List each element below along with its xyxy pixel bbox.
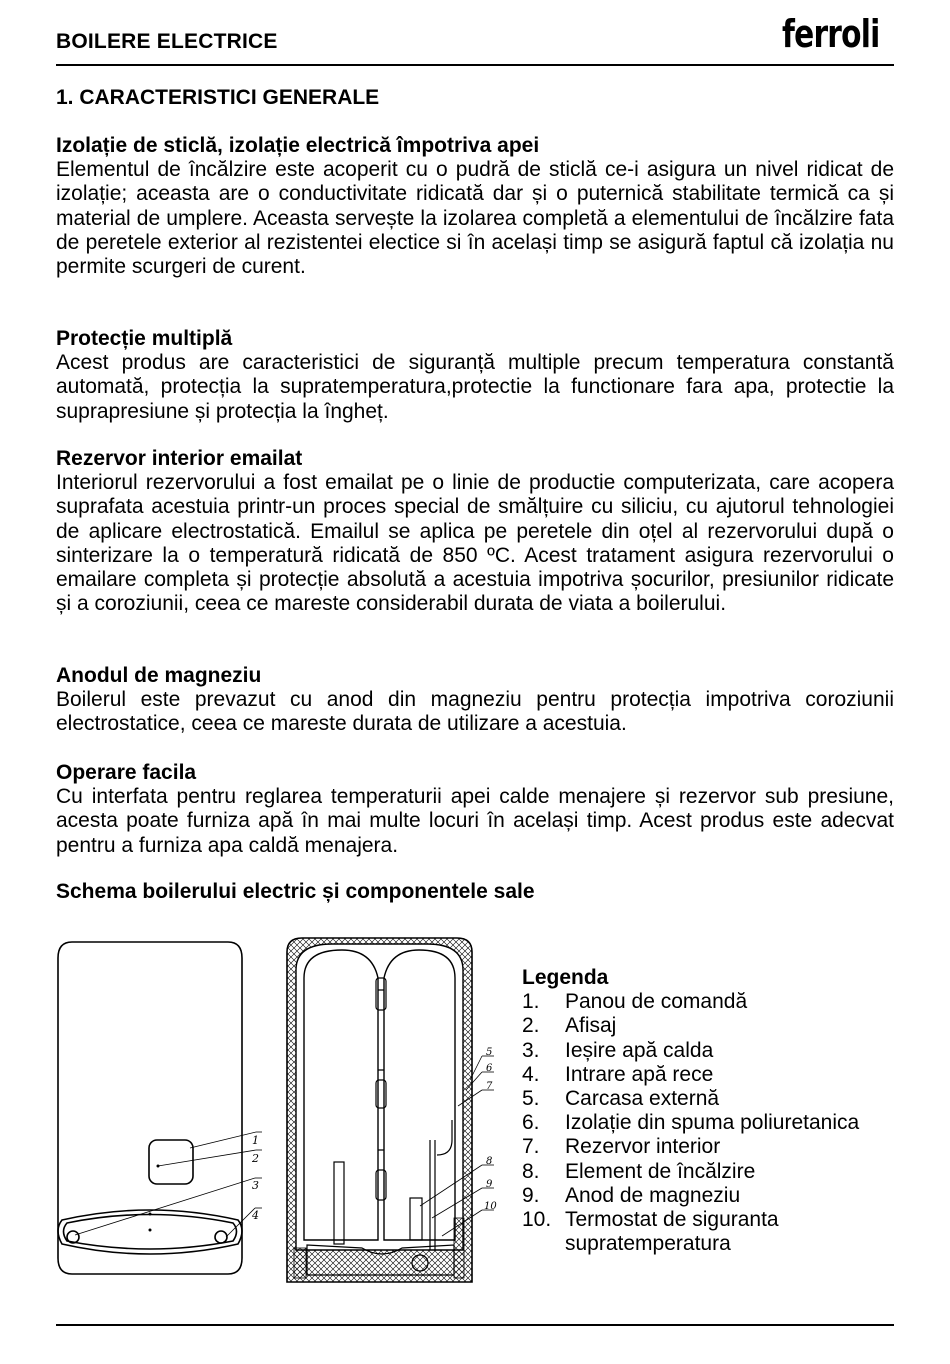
legend-label: Rezervor interior	[565, 1135, 721, 1159]
block-text: Acest produs are caracteristici de siguranță multiple precum temperatura constantă automată, protecția la supratemperatura,protectie la functionare fara apa, protectie la suprapresiune și protecția la îngheț.	[56, 351, 894, 423]
legend-label: Ieșire apă calda	[565, 1038, 714, 1062]
legend-number: 1.	[522, 990, 540, 1014]
block-text: Interiorul rezervorului a fost emailat pe o linie de productie computerizata, care acopera suprafata acestuia printr-un proces special de smălțuire cu siliciu, cu ajutorul tehnologiei de aplicare electrostatică. Emailul se aplica pe peretele din oțel al rezervorului după o sinterizare la o temperatură ridicată de 850 ºC. Acest tratament asigura rezervorului o emailare completa și protecție absolută a acestuia impotriva șocurilor, presiunilor ridicate și a coroziunii, ceea ce mareste considerabil durata de viata a boilerului.	[56, 471, 894, 616]
header-divider	[56, 64, 894, 66]
legend	[522, 966, 950, 1256]
legend-item	[522, 1039, 950, 1063]
boiler-front-view	[50, 930, 275, 1285]
legend-label: Izolație din spuma poliuretanica	[565, 1111, 860, 1135]
block-text: Cu interfata pentru reglarea temperaturii apei calde menajere și rezervor sub presiune, acesta poate furniza apă în mai multe locuri în același timp. Acest produs este adecvat pentru a furniza apa caldă menajera.	[56, 785, 894, 857]
legend-item	[522, 1208, 950, 1256]
legend-number: 7.	[522, 1135, 540, 1159]
section-title: 1. CARACTERISTICI GENERALE	[56, 86, 380, 109]
block-easy-operation	[56, 761, 894, 858]
legend-label: Afisaj	[565, 1014, 617, 1038]
legend-number: 10.	[522, 1208, 552, 1232]
cold-water-inlet	[215, 1231, 227, 1243]
boiler-section-view	[282, 930, 502, 1295]
block-heading: Rezervor interior emailat	[56, 447, 303, 470]
tank-right	[384, 950, 455, 1240]
diagram-label: 10	[484, 1201, 497, 1212]
legend-item	[522, 1135, 950, 1159]
block-enamelled-tank	[56, 447, 894, 616]
legend-item	[522, 1014, 950, 1038]
legend-number: 6.	[522, 1111, 540, 1135]
legend-item	[522, 1111, 950, 1135]
diagram-label: 6	[486, 1063, 493, 1074]
header-title: BOILERE ELECTRICE	[56, 30, 278, 53]
block-heading: Protecție multiplă	[56, 327, 233, 350]
legend-item	[522, 1184, 950, 1208]
legend-number: 2.	[522, 1014, 540, 1038]
tank-left	[304, 950, 378, 1240]
legend-list	[522, 990, 950, 1256]
legend-number: 8.	[522, 1159, 540, 1183]
legend-label: Termostat de siguranta supratemperatura	[565, 1208, 779, 1256]
brand-logo: ferroli	[782, 12, 880, 56]
legend-number: 3.	[522, 1038, 540, 1062]
legend-number: 9.	[522, 1183, 540, 1207]
block-multiple-protection	[56, 327, 894, 424]
diagram-label: 7	[486, 1081, 493, 1092]
schema-title: Schema boilerului electric și componentele sale	[56, 880, 535, 903]
legend-item	[522, 990, 950, 1014]
legend-item	[522, 1087, 950, 1111]
block-glass-insulation	[56, 134, 894, 279]
diagram-label: 3	[252, 1179, 259, 1192]
footer-divider	[56, 1324, 894, 1326]
block-heading: Anodul de magneziu	[56, 664, 262, 687]
diagram-label: 5	[486, 1047, 493, 1058]
legend-title: Legenda	[522, 966, 609, 989]
diagram-label: 1	[252, 1134, 259, 1147]
block-heading: Operare facila	[56, 761, 197, 784]
legend-label: Intrare apă rece	[565, 1062, 714, 1086]
legend-number: 4.	[522, 1062, 540, 1086]
legend-number: 5.	[522, 1087, 540, 1111]
legend-label: Carcasa externă	[565, 1087, 720, 1111]
legend-label: Element de încălzire	[565, 1159, 756, 1183]
control-panel-outline	[149, 1140, 193, 1184]
block-magnesium-anode	[56, 664, 894, 737]
boiler-front-body	[58, 942, 242, 1274]
block-text: Boilerul este prevazut cu anod din magneziu pentru protecția impotriva coroziunii electrostatice, ceea ce mareste durata de utilizare a acestuia.	[56, 688, 894, 736]
legend-label: Panou de comandă	[565, 990, 748, 1014]
diagram-label: 4	[252, 1209, 259, 1222]
legend-item	[522, 1160, 950, 1184]
diagram-label: 8	[486, 1156, 493, 1167]
legend-item	[522, 1063, 950, 1087]
block-text: Elementul de încălzire este acoperit cu o pudră de sticlă ce-i asigura un nivel ridicat de izolație; aceasta are o conductivitate ridicată dar și o puternică stabilitate termică ca și material de umplere. Aceasta servește la izolarea completă a elementului de încălzire fata de peretele exterior al rezistentei electice si în același timp se asigură faptul că izolația nu permite scurgeri de curent.	[56, 158, 894, 279]
legend-label: Anod de magneziu	[565, 1183, 741, 1207]
bottom-cap-inner	[64, 1215, 237, 1250]
diagram-label: 9	[486, 1179, 493, 1190]
block-heading: Izolație de sticlă, izolație electrică împotriva apei	[56, 134, 540, 157]
inlet-fitting	[294, 1248, 306, 1278]
diagram-label: 2	[252, 1152, 259, 1165]
hot-water-outlet	[67, 1231, 79, 1243]
